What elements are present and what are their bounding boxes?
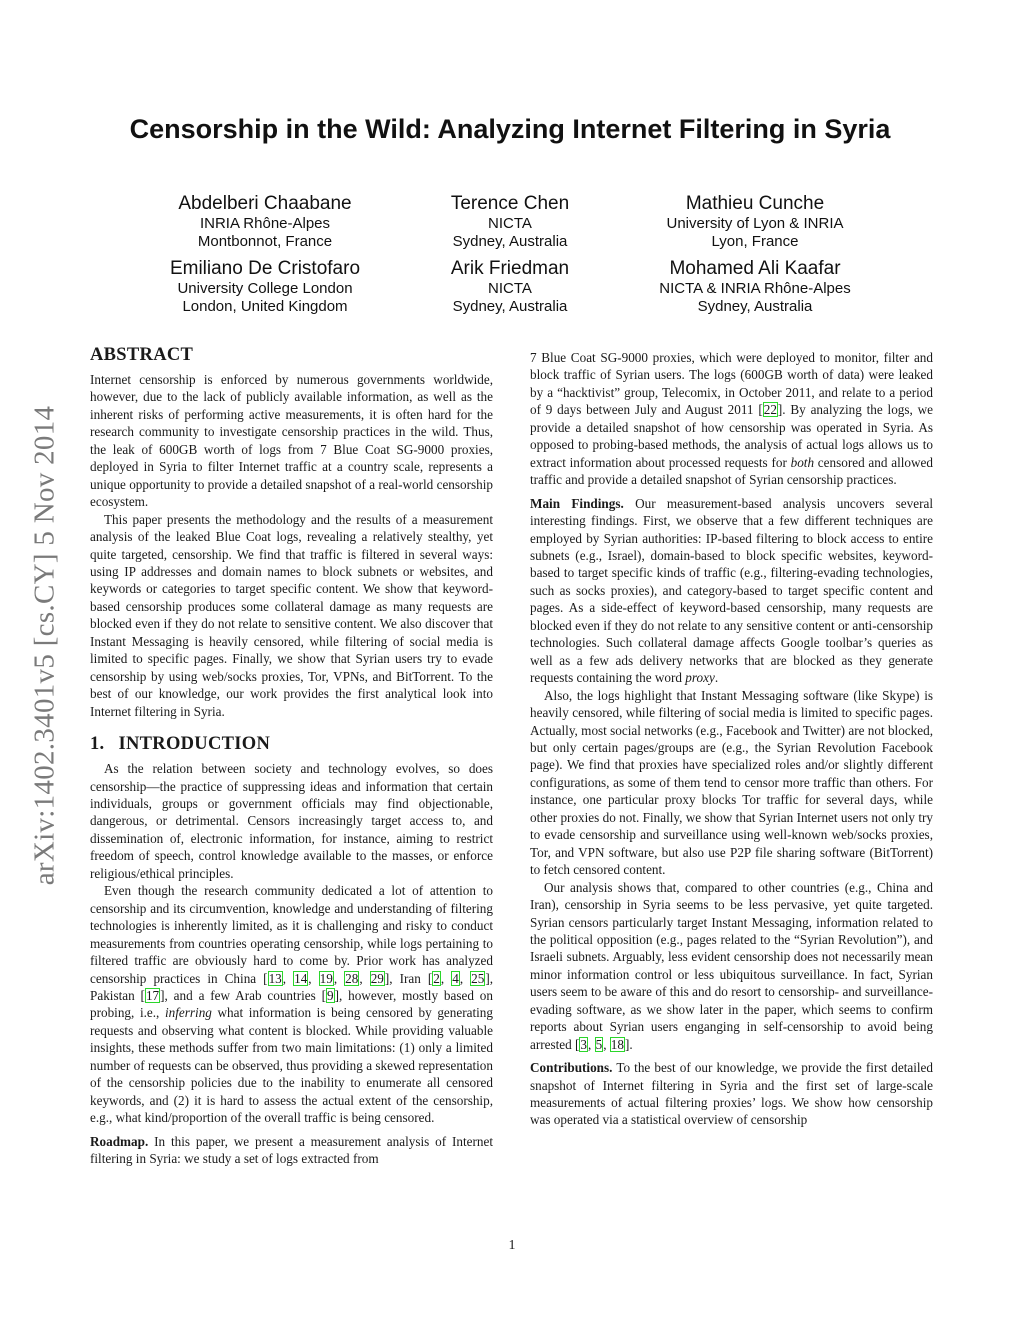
author-block	[135, 193, 395, 251]
author-affiliation: INRIA Rhône-Alpes	[199, 215, 331, 232]
citation-link[interactable]: 17	[145, 987, 160, 1003]
citation-link[interactable]: 9	[326, 987, 334, 1003]
section-title: INTRODUCTION	[118, 734, 271, 755]
citation-link[interactable]: 22	[763, 402, 777, 418]
page-number: 1	[508, 1238, 516, 1253]
roadmap-paragraph: Roadmap. In this paper, we present a measurement analysis of Internet filtering in Syria: we study a set of logs extracted from	[90, 1133, 493, 1167]
author-affiliation: University of Lyon & INRIA	[666, 215, 844, 232]
author-block	[380, 258, 640, 316]
citation-link[interactable]: 3	[580, 1036, 588, 1052]
author-name: Mohamed Ali Kaafar	[669, 258, 841, 279]
author-block	[625, 193, 885, 251]
arxiv-sidebar	[30, 365, 60, 925]
left-column	[90, 344, 493, 1167]
citation-link[interactable]: 13	[268, 970, 282, 986]
author-location: Lyon, France	[711, 233, 799, 250]
author-block	[135, 258, 395, 316]
body-paragraph: Our analysis shows that, compared to other countries (e.g., China and Iran), censorship in Syria seems to be less pervasive, yet quite targeted. Syrian censors particularly target Instant Messaging, information related to the political opposition (e.g., pages related to the “Syrian Revolution”), and Israeli subnets. Arguably, less evident censorship does not necessarily mean minor information control or less ubiquitous surveillance. In fact, Syrian users seem to be aware of this and do resort to censorship- and surveillance-evading software, as we show later in the paper, which seems to confirm reports about Syrian users enganging in self-censorship to avoid being arrested [3, 5, 18].	[530, 879, 933, 1052]
citation-link[interactable]: 5	[595, 1036, 603, 1052]
right-column	[530, 349, 933, 1129]
citation-link[interactable]: 14	[294, 970, 308, 986]
run-in-heading: Roadmap.	[90, 1133, 149, 1149]
author-name: Mathieu Cunche	[685, 193, 825, 214]
author-block	[625, 258, 885, 316]
intro-paragraph: As the relation between society and technology evolves, so does censorship—the practice of suppressing ideas and information that certain individuals, groups or government officials may find objectionable, dangerous, or detrimental. Censors increasingly target access to, and dissemination of, electronic information, for instance, aiming to restrict freedom of speech, control knowledge available to the masses, or enforce religious/ethical principles.	[90, 761, 493, 881]
run-in-heading: Contributions.	[530, 1060, 613, 1076]
arxiv-identifier: arXiv:1402.3401v5 [cs.CY] 5 Nov 2014	[28, 405, 61, 885]
contributions-paragraph: Contributions. To the best of our knowledge, we provide the first detailed snapshot of Internet filtering in Syria and the first set of large-scale measurements of actual filtering proxies’ logs. We show how censorship was operated via a statistical overview of censorship	[530, 1060, 933, 1128]
section-number: 1.	[90, 734, 105, 755]
body-paragraph: 7 Blue Coat SG-9000 proxies, which were deployed to monitor, filter and block traffic of Syrian users. The logs (600GB worth of data) were leaked by a “hacktivist” group, Telecomix, in October 2011, and relate to a period of 9 days between July and August 2011 [22]. By analyzing the logs, we provide a detailed snapshot of how censorship was operated in Syria. As opposed to probing-based methods, the analysis of actual logs allows us to extract information about processed requests for both censored and allowed traffic and provide a detailed snapshot of Syrian censorship practices.	[530, 350, 933, 488]
author-location: Sydney, Australia	[452, 298, 568, 315]
author-name: Abdelberi Chaabane	[178, 193, 352, 214]
author-location: Sydney, Australia	[697, 298, 813, 315]
introduction-heading	[90, 733, 493, 755]
citation-link[interactable]: 19	[319, 970, 333, 986]
citation-link[interactable]: 28	[345, 970, 359, 986]
author-affiliation: NICTA & INRIA Rhône-Alpes	[659, 280, 851, 297]
abstract-paragraph: This paper presents the methodology and the results of a measurement analysis of the leaked Blue Coat logs, revealing a relatively stealthy, yet quite targeted, censorship. We find that traffic is filtered in several ways: using IP addresses and domain names to block subnets or websites, and keywords or categories to target specific content. We show that keyword-based censorship produces some collateral damage as many requests are blocked even if they do not relate to sensitive content. We also discover that Instant Messaging is heavily censored, while filtering of social media is limited to specific pages. Finally, we show that Syrian users try to evade censorship by using web/socks proxies, Tor, VPNs, and BitTorrent. To the best of our knowledge, our work provides the first analytical look into Internet filtering in Syria.	[90, 511, 493, 719]
citation-link[interactable]: 2	[433, 970, 440, 986]
citation-link[interactable]: 25	[471, 970, 485, 986]
body-paragraph: Also, the logs highlight that Instant Messaging software (like Skype) is heavily censored, while filtering of social media is limited to specific pages. Actually, most social networks (e.g., Facebook and Twitter) are not blocked, but only certain pages/groups are (e.g., the Syrian Revolution Facebook page). We find that proxies have specialized roles and/or slightly different configurations, as some of them tend to censor more traffic than others. For instance, one particular proxy blocks Tor traffic for several days, while other proxies do not. Finally, we show that Syrian Internet users not only try to evade censorship and surveillance using well-known web/socks proxies, Tor, and VPN software, but also use P2P file sharing software (BitTorrent) to fetch censored content.	[530, 687, 933, 878]
citation-link[interactable]: 18	[610, 1036, 624, 1052]
citation-link[interactable]: 4	[452, 970, 459, 986]
main-findings-paragraph: Main Findings. Our measurement-based analysis uncovers several interesting findings. First, we observe that a few different techniques are employed by Syrian authorities: IP-based filtering to block access to entire subnets (e.g., Israel), domain-based to block specific websites, keyword-based to target specific kinds of traffic (e.g., filtering-evading technologies, such as socks proxies), and category-based to target specific content and pages. As a side-effect of keyword-based censorship, many requests are blocked even if they do not relate to any sensitive content or anti-censorship technologies. Such collateral damage affects Google toolbar’s queries as well as a few ads delivery networks that are blocked as they generate requests containing the word proxy.	[530, 495, 933, 686]
paper-title: Censorship in the Wild: Analyzing Internet Filtering in Syria	[129, 114, 891, 144]
author-name: Emiliano De Cristofaro	[169, 258, 361, 279]
author-location: Montbonnot, France	[197, 233, 333, 250]
citation-link[interactable]: 29	[370, 970, 384, 986]
abstract-heading: ABSTRACT	[90, 345, 194, 365]
author-block	[380, 193, 640, 251]
author-affiliation: NICTA	[488, 215, 532, 232]
author-name: Terence Chen	[450, 193, 570, 214]
author-affiliation: University College London	[177, 280, 353, 297]
abstract-paragraph: Internet censorship is enforced by numerous governments worldwide, however, due to the lack of publicly available information, as well as the inherent risks of performing active measurements, it is often hard for the research community to investigate censorship practices in the wild. Thus, the leak of 600GB worth of logs from 7 Blue Coat SG-9000 proxies, deployed in Syria to filter Internet traffic at a country scale, represents a unique opportunity to provide a detailed snapshot of a real-world censorship ecosystem.	[90, 372, 493, 510]
author-name: Arik Friedman	[450, 258, 570, 279]
author-location: London, United Kingdom	[182, 298, 348, 315]
author-affiliation: NICTA	[488, 280, 532, 297]
author-location: Sydney, Australia	[452, 233, 568, 250]
run-in-heading: Main Findings.	[530, 495, 624, 511]
intro-paragraph: Even though the research community dedicated a lot of attention to censorship and its circumvention, knowledge and understanding of filtering technologies is inherently limited, as it is challenging and risky to conduct measurements from countries operating censorship, while logs pertaining to filtered traffic are obviously hard to come by. Prior work has analyzed censorship practices in China [13, 14, 19, 28, 29], Iran [2, 4, 25], Pakistan [17], and a few Arab countries [9], however, mostly based on probing, i.e., inferring what information is being censored by generating requests and observing what content is blocked. While providing valuable insights, these methods suffer from two main limitations: (1) only a limited number of requests can be observed, thus providing a skewed representation of the censorship policies due to the inability to enumerate all censored keywords, and (2) it is hard to assess the actual extent of the censorship, e.g., what kind/proportion of the overall traffic is being censored.	[90, 883, 494, 1126]
